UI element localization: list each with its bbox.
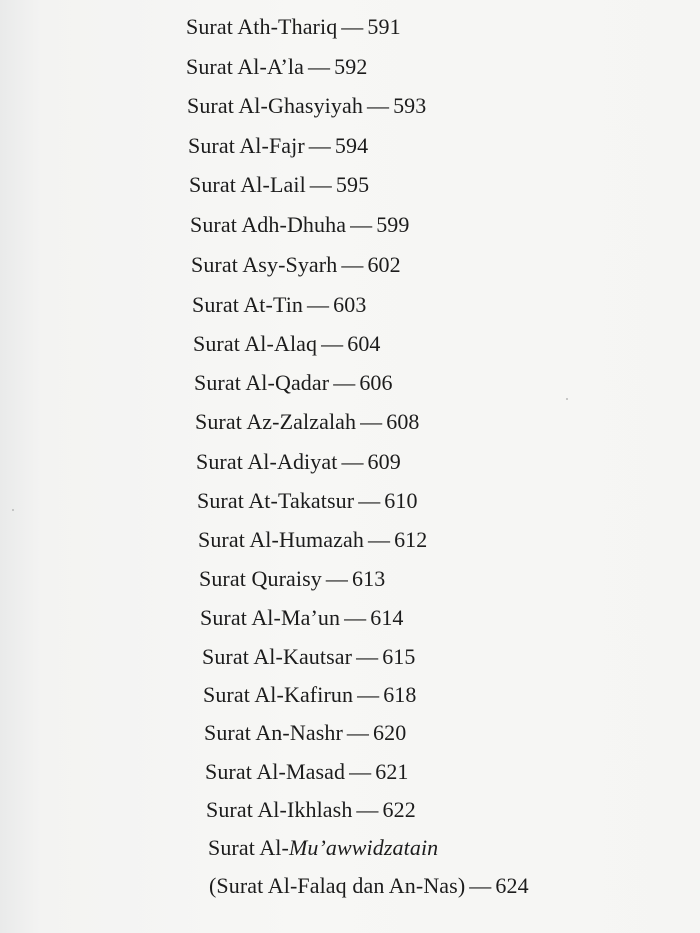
toc-entry-page: 621 bbox=[375, 759, 409, 784]
toc-entry-title: Surat Al-A’la bbox=[186, 54, 305, 79]
toc-entry-adh-dhuha[interactable] bbox=[190, 212, 410, 238]
toc-entry-title: Surat Al-Alaq bbox=[193, 331, 318, 356]
toc-entry-title: Surat Al-Humazah bbox=[198, 527, 364, 552]
toc-entry-page: 592 bbox=[334, 54, 368, 79]
toc-entry-al-ghasyiyah[interactable] bbox=[187, 93, 426, 119]
toc-dash: — bbox=[321, 331, 344, 356]
toc-dash: — bbox=[325, 566, 349, 591]
toc-entry-asy-syarh[interactable] bbox=[191, 252, 401, 278]
toc-entry-page: 610 bbox=[384, 488, 418, 513]
toc-entry-title: Surat Adh-Dhuha bbox=[190, 212, 347, 237]
toc-entry-at-tin[interactable] bbox=[192, 292, 366, 318]
toc-dash: — bbox=[341, 14, 364, 39]
toc-entry-quraisy[interactable] bbox=[199, 566, 385, 592]
toc-entry-page: 624 bbox=[495, 873, 529, 898]
toc-dash: — bbox=[360, 409, 383, 434]
toc-dash: — bbox=[341, 252, 364, 277]
toc-entry-at-takatsur[interactable] bbox=[197, 488, 418, 514]
toc-entry-title: Surat Al-Kautsar bbox=[202, 644, 353, 669]
toc-dash: — bbox=[356, 644, 379, 669]
toc-dash: — bbox=[344, 605, 367, 630]
toc-entry-page: 595 bbox=[335, 172, 370, 197]
toc-dash: — bbox=[309, 172, 332, 197]
toc-entry-page: 606 bbox=[359, 370, 393, 395]
toc-entry-title: Surat Az-Zalzalah bbox=[195, 409, 357, 434]
toc-entry-title: Surat Al-Fajr bbox=[188, 133, 305, 158]
toc-entry-page: 608 bbox=[386, 409, 420, 434]
toc-dash: — bbox=[308, 54, 331, 79]
toc-entry-title: Surat Al-Masad bbox=[205, 759, 346, 784]
toc-entry-al-adiyat[interactable] bbox=[196, 449, 401, 475]
toc-entry-title: Surat Al-Lail bbox=[189, 172, 306, 197]
toc-entry-title: Surat Al-Adiyat bbox=[196, 449, 338, 474]
toc-entry-title-italic: Mu’awwidzatain bbox=[288, 835, 439, 860]
toc-dash: — bbox=[349, 759, 372, 784]
toc-entry-page: 603 bbox=[333, 292, 367, 317]
toc-entry-al-qadar[interactable] bbox=[194, 370, 393, 396]
toc-entry-title: Surat Al-Ma’un bbox=[200, 605, 341, 630]
toc-entry-an-nashr[interactable] bbox=[204, 720, 406, 746]
toc-entry-title: Surat An-Nashr bbox=[204, 720, 343, 745]
toc-entry-page: 618 bbox=[383, 682, 417, 707]
toc-entry-page: 613 bbox=[352, 566, 386, 591]
toc-entry-page: 604 bbox=[347, 331, 381, 356]
toc-entry-title: Surat Asy-Syarh bbox=[191, 252, 338, 277]
toc-entry-title: Surat Ath-Thariq bbox=[186, 14, 338, 39]
toc-entry-al-maun[interactable] bbox=[200, 605, 404, 631]
toc-entry-title: Surat Al-Qadar bbox=[194, 370, 330, 395]
toc-entry-al-humazah[interactable] bbox=[198, 527, 427, 553]
toc-entry-title: (Surat Al-Falaq dan An-Nas) bbox=[209, 873, 466, 898]
toc-dash: — bbox=[341, 449, 364, 474]
toc-dash: — bbox=[358, 488, 381, 513]
toc-entry-page: 609 bbox=[367, 449, 401, 474]
toc-dash: — bbox=[346, 720, 369, 745]
toc-entry-falaq-an-nas[interactable] bbox=[209, 873, 529, 899]
toc-entry-al-masad[interactable] bbox=[205, 759, 409, 785]
toc-entry-title: Surat Al-Ghasyiyah bbox=[187, 93, 363, 118]
toc-dash: — bbox=[307, 292, 330, 317]
toc-dash: — bbox=[357, 682, 380, 707]
toc-entry-az-zalzalah[interactable] bbox=[195, 409, 420, 435]
toc-entry-page: 591 bbox=[367, 14, 401, 39]
toc-entry-al-fajr[interactable] bbox=[188, 133, 368, 159]
toc-entry-al-kafirun[interactable] bbox=[203, 682, 417, 708]
toc-entry-page: 602 bbox=[367, 252, 401, 277]
toc-entry-title-prefix: Surat Al- bbox=[208, 835, 289, 860]
toc-dash: — bbox=[367, 527, 391, 552]
toc-entry-page: 599 bbox=[376, 212, 410, 237]
toc-entry-page: 612 bbox=[394, 527, 428, 552]
toc-entry-al-ala[interactable] bbox=[186, 54, 367, 80]
toc-entry-title: Surat At-Tin bbox=[192, 292, 304, 317]
toc-dash: — bbox=[469, 873, 492, 898]
toc-entry-al-lail[interactable] bbox=[189, 172, 369, 198]
toc-entry-title: Surat Quraisy bbox=[199, 566, 322, 591]
toc-entry-al-ikhlash[interactable] bbox=[206, 797, 416, 823]
toc-entry-page: 615 bbox=[382, 644, 416, 669]
toc-dash: — bbox=[333, 370, 356, 395]
toc-entry-title: Surat Al-Ikhlash bbox=[206, 797, 353, 822]
toc-entry-page: 620 bbox=[373, 720, 407, 745]
toc-entry-al-muawwidzatain[interactable] bbox=[208, 835, 438, 861]
paper-speck bbox=[566, 398, 568, 400]
toc-entry-page: 614 bbox=[370, 605, 404, 630]
toc-dash: — bbox=[356, 797, 379, 822]
toc-entry-al-kautsar[interactable] bbox=[202, 644, 416, 670]
toc-dash: — bbox=[350, 212, 373, 237]
toc-dash: — bbox=[308, 133, 331, 158]
toc-dash: — bbox=[366, 93, 390, 118]
toc-entry-title: Surat Al-Kafirun bbox=[203, 682, 354, 707]
toc-entry-ath-thariq[interactable] bbox=[186, 14, 401, 40]
toc-entry-title: Surat At-Takatsur bbox=[197, 488, 355, 513]
toc-entry-page: 593 bbox=[393, 93, 427, 118]
toc-entry-page: 594 bbox=[334, 133, 369, 158]
paper-speck bbox=[12, 509, 14, 511]
toc-entry-page: 622 bbox=[382, 797, 416, 822]
toc-entry-al-alaq[interactable] bbox=[193, 331, 381, 357]
